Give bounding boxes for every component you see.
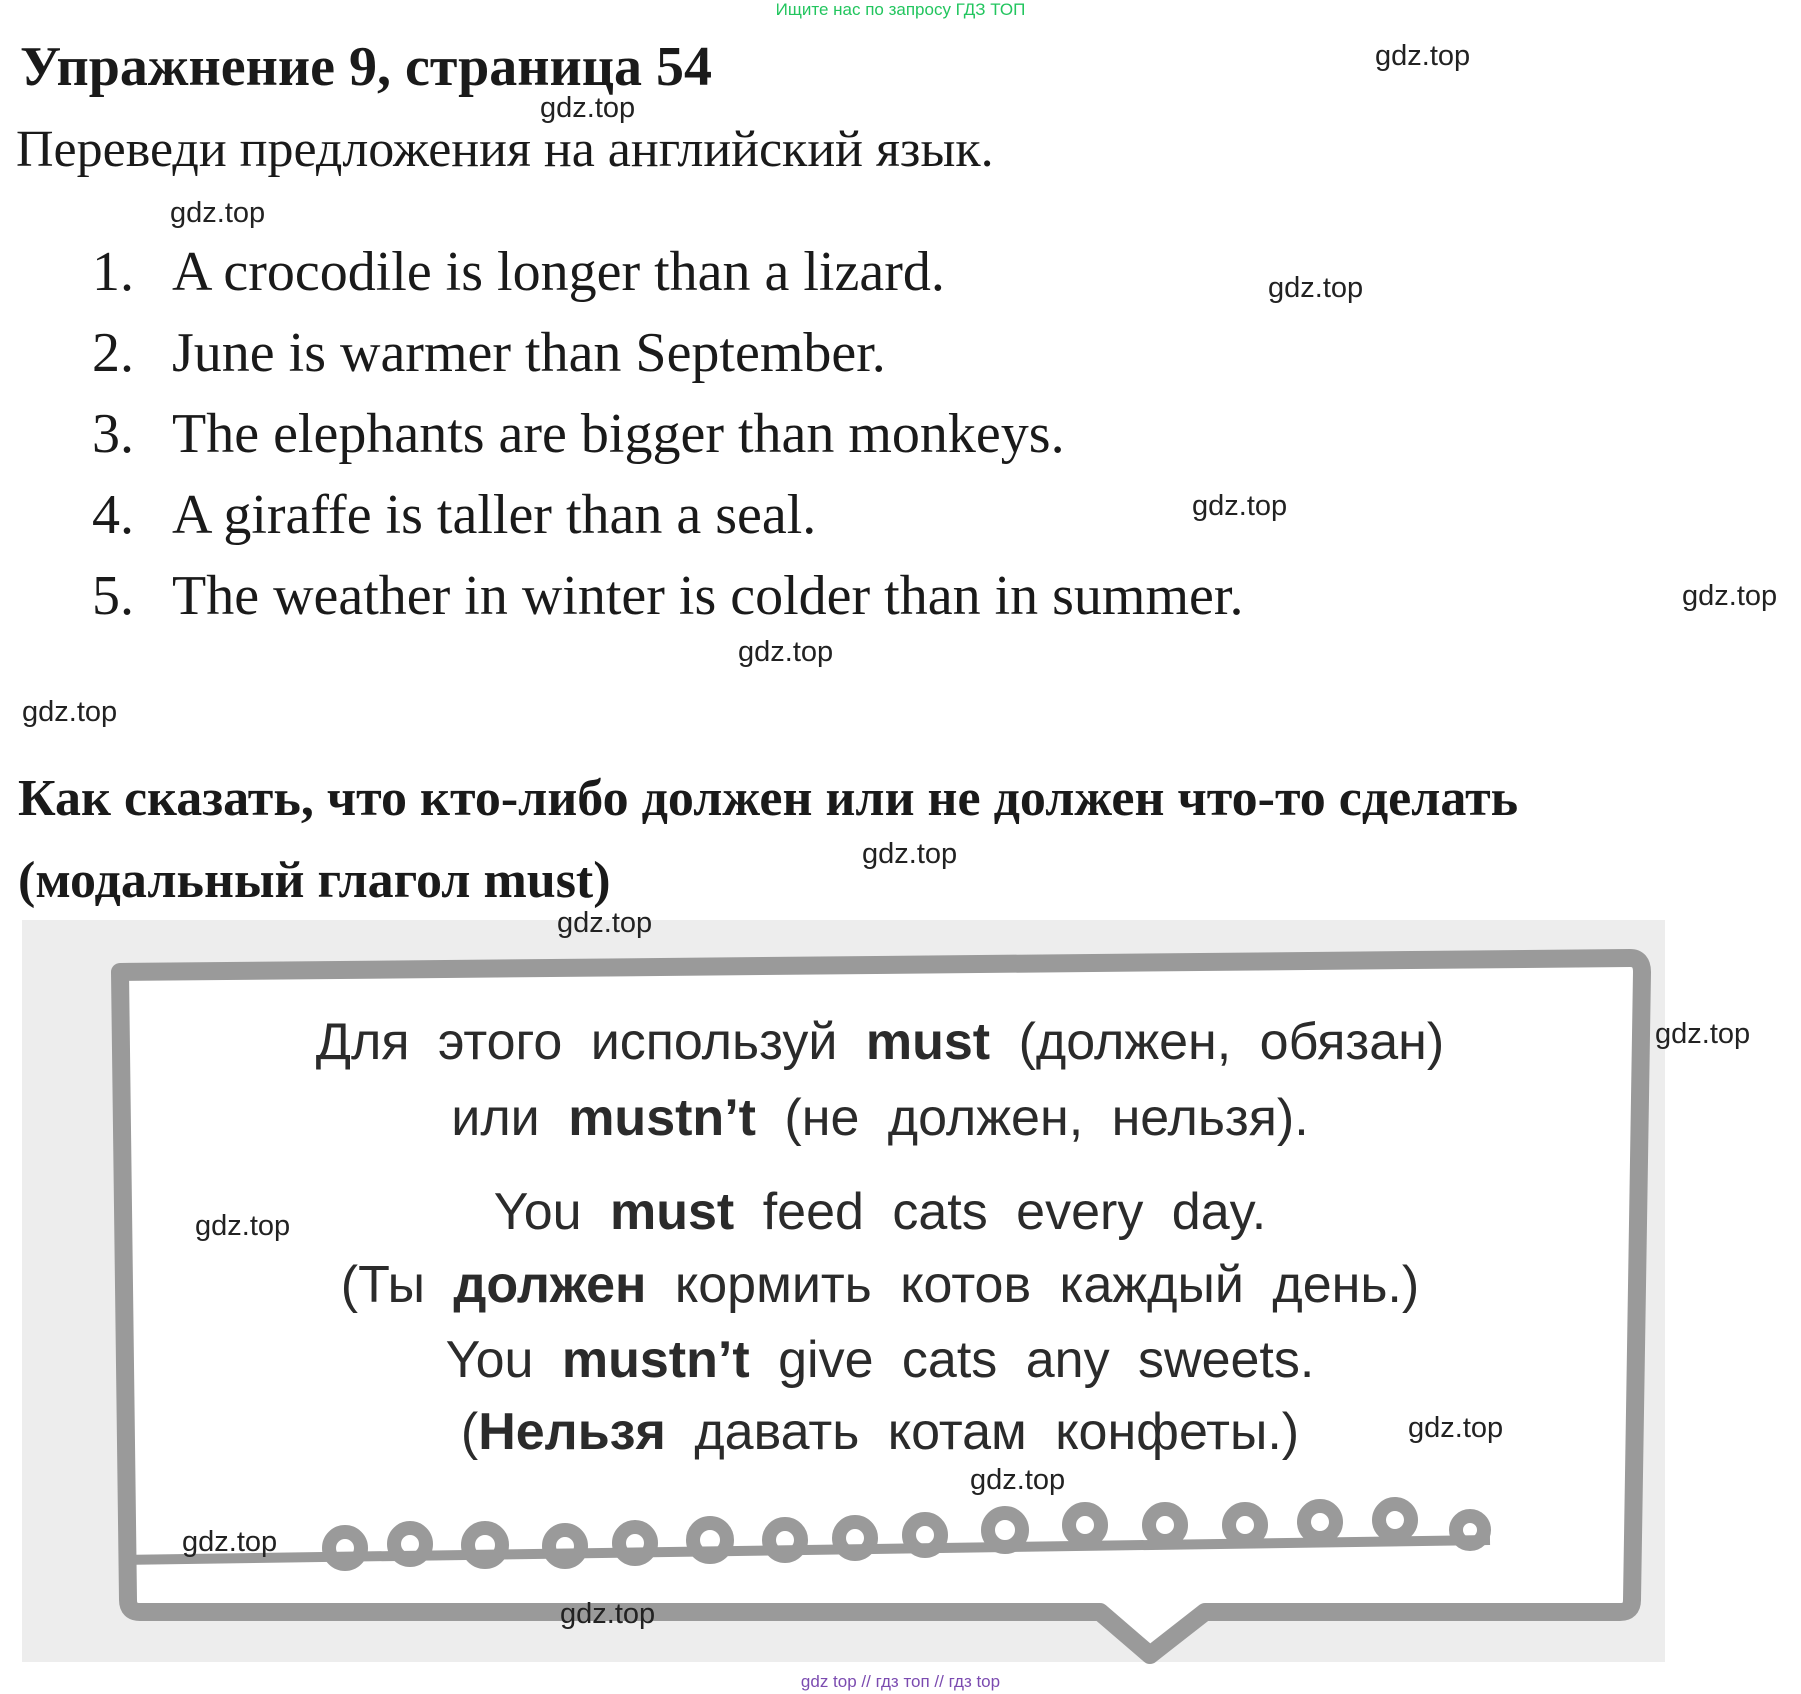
page-title: Упражнение 9, страница 54 bbox=[20, 36, 713, 98]
example-text: give cats any sweets. bbox=[778, 1331, 1315, 1389]
rule-keyword: must bbox=[865, 1013, 991, 1071]
example-keyword: Нельзя bbox=[478, 1403, 666, 1461]
item-text: June is warmer than September. bbox=[172, 322, 886, 384]
watermark: gdz.top bbox=[195, 1210, 291, 1242]
item-number: 1. bbox=[92, 241, 134, 303]
example-keyword: mustn’t bbox=[561, 1331, 750, 1389]
rule-text: Для этого используй bbox=[315, 1013, 838, 1071]
rule-keyword: mustn’t bbox=[568, 1089, 756, 1147]
item-text: A giraffe is taller than a seal. bbox=[172, 484, 817, 546]
watermark: gdz.top bbox=[182, 1526, 278, 1558]
example-text: давать котам конфеты.) bbox=[694, 1403, 1300, 1461]
item-text: The elephants are bigger than monkeys. bbox=[172, 403, 1065, 465]
example-text: You bbox=[445, 1331, 534, 1389]
example-text: You bbox=[493, 1183, 582, 1241]
example-text: ( bbox=[460, 1403, 479, 1461]
watermark: gdz.top bbox=[560, 1598, 656, 1630]
example-text: (Ты bbox=[340, 1256, 425, 1314]
footer-links: gdz top // гдз топ // гдз top bbox=[800, 1672, 1001, 1691]
rule-text: (не должен, нельзя). bbox=[784, 1089, 1309, 1147]
watermark: gdz.top bbox=[1655, 1018, 1751, 1050]
watermark: gdz.top bbox=[1192, 490, 1288, 522]
item-number: 5. bbox=[92, 565, 134, 627]
watermark: gdz.top bbox=[1682, 580, 1778, 612]
item-text: The weather in winter is colder than in summer. bbox=[172, 565, 1244, 627]
item-number: 3. bbox=[92, 403, 134, 465]
rule-text: (должен, обязан) bbox=[1018, 1013, 1445, 1071]
watermark: gdz.top bbox=[1268, 272, 1364, 304]
rule-text: или bbox=[451, 1089, 540, 1147]
watermark: gdz.top bbox=[557, 907, 653, 939]
watermark: gdz.top bbox=[22, 696, 118, 728]
exercise-instruction: Переведи предложения на английский язык. bbox=[16, 121, 994, 178]
example-keyword: должен bbox=[453, 1256, 647, 1314]
example-keyword: must bbox=[610, 1183, 735, 1241]
item-number: 2. bbox=[92, 322, 134, 384]
watermark: gdz.top bbox=[170, 197, 266, 229]
item-text: A crocodile is longer than a lizard. bbox=[172, 241, 945, 303]
example-1 bbox=[110, 1182, 1650, 1242]
watermark: gdz.top bbox=[1375, 40, 1471, 72]
watermark: gdz.top bbox=[1408, 1412, 1504, 1444]
search-banner: Ищите нас по запросу ГДЗ ТОП bbox=[775, 0, 1026, 19]
watermark: gdz.top bbox=[738, 636, 834, 668]
watermark: gdz.top bbox=[970, 1464, 1066, 1496]
example-text: feed cats every day. bbox=[762, 1183, 1267, 1241]
rule-line-1 bbox=[110, 1012, 1650, 1072]
watermark: gdz.top bbox=[540, 92, 636, 124]
example-1-translation bbox=[110, 1255, 1650, 1315]
example-text: кормить котов каждый день.) bbox=[674, 1256, 1420, 1314]
section-heading: Как сказать, что кто-либо должен или не должен что-то сделать (модальный глагол must) bbox=[18, 770, 1519, 909]
watermark: gdz.top bbox=[862, 838, 958, 870]
example-2 bbox=[110, 1330, 1650, 1390]
rule-line-2 bbox=[110, 1088, 1650, 1148]
item-number: 4. bbox=[92, 484, 134, 546]
